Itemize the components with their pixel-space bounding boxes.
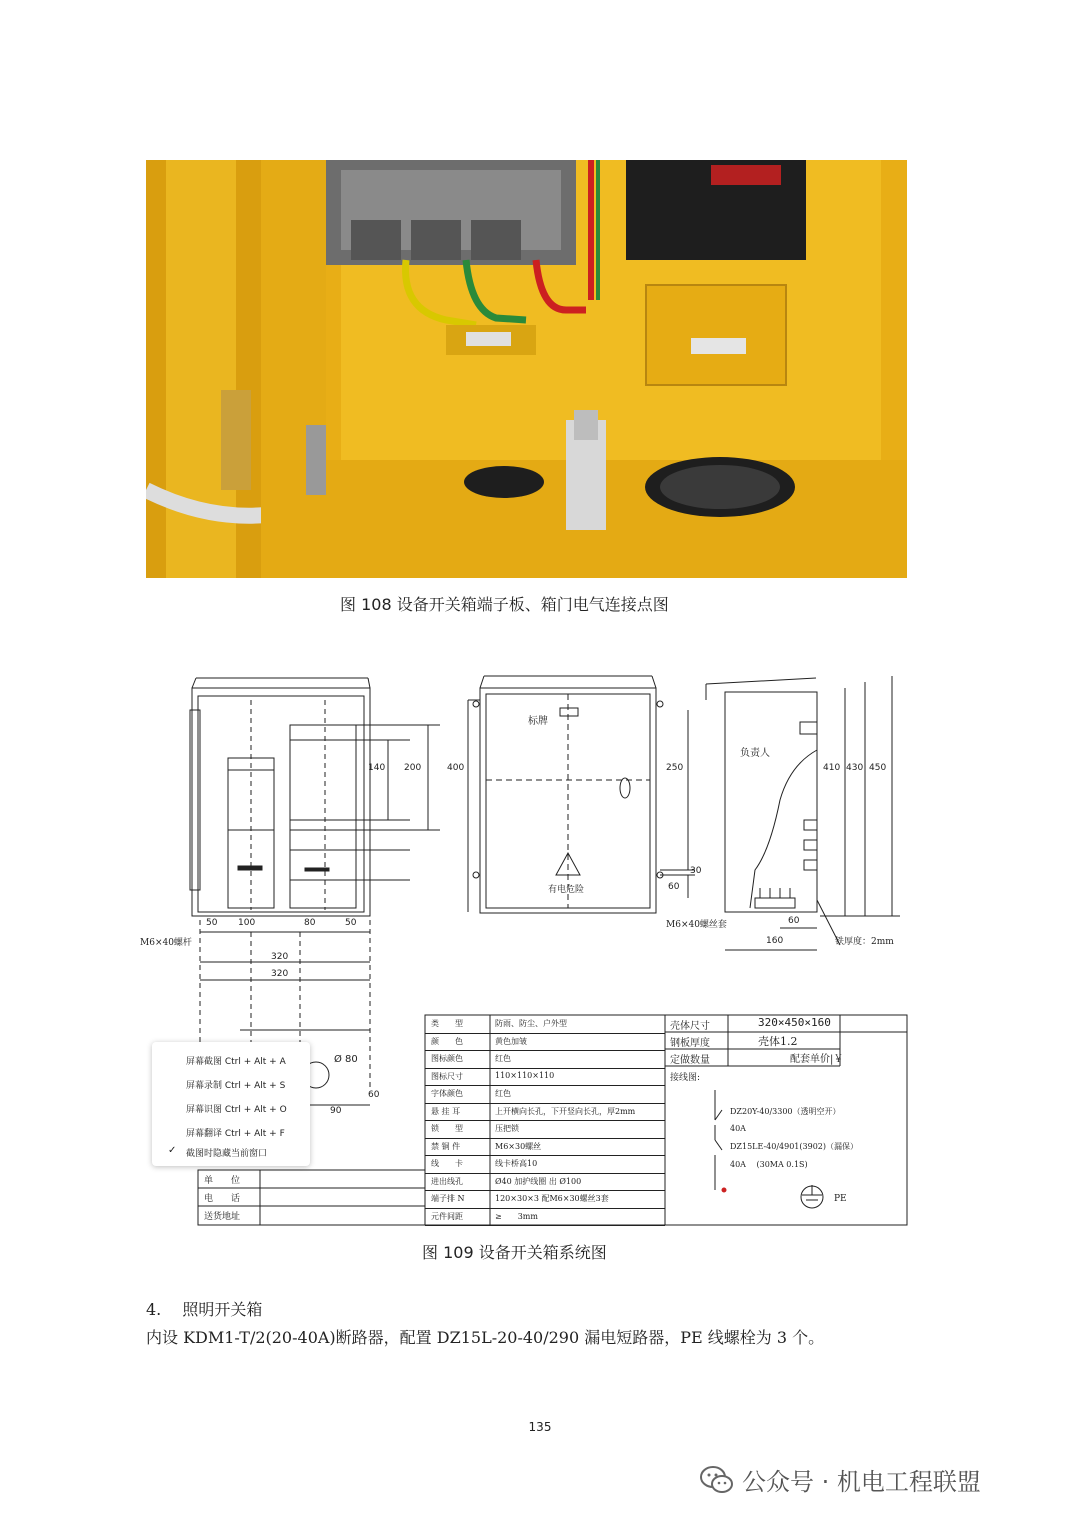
dim-50b: 50: [345, 918, 357, 928]
delivery-info-label: 单 位: [204, 1176, 241, 1186]
spec-label: 线 卡: [431, 1159, 463, 1168]
spec-table-row: [425, 1068, 665, 1087]
dim-200: 200: [404, 763, 422, 773]
wechat-icon: [700, 1465, 734, 1495]
dim-320b: 320: [271, 969, 289, 979]
spec-label: 锁 型: [431, 1124, 463, 1133]
dim-100: 100: [238, 918, 256, 928]
spec-table-row: [425, 1015, 665, 1034]
bolt-left-label: M6×40螺杆: [140, 938, 192, 948]
shell-size-value: 320×450×160: [758, 1016, 831, 1029]
spec-label: 进出线孔: [431, 1176, 463, 1186]
spec-value: 压把锁: [495, 1124, 519, 1133]
responsible-person-label: 负责人: [740, 748, 770, 759]
dim-250: 250: [666, 763, 684, 773]
spec-label: 字体颜色: [431, 1089, 463, 1098]
delivery-info-label: 送货地址: [204, 1212, 241, 1222]
spec-label: 颜 色: [431, 1036, 463, 1046]
dim-60a: 60: [668, 882, 680, 892]
figure-108-caption: 图 108 设备开关箱端子板、箱门电气连接点图: [340, 595, 669, 614]
menu-item-screenshot[interactable]: 屏幕截图 Ctrl + Alt + A: [186, 1057, 286, 1067]
dim-60b: 60: [788, 916, 800, 926]
watermark-text: 公众号 · 机电工程联盟: [742, 1468, 981, 1496]
check-icon: ✓: [168, 1145, 177, 1156]
spec-table-row: [425, 1190, 665, 1209]
spec-table-row: [425, 1085, 665, 1104]
spec-value: Ø40 加护线圈 出 Ø100: [495, 1176, 582, 1186]
spec-label: 元件间距: [431, 1211, 463, 1221]
dim-410: 410: [823, 763, 841, 773]
spec-table-row: [425, 1155, 665, 1174]
nameplate-label: 标牌: [528, 716, 548, 727]
dim-80: 80: [304, 918, 316, 928]
bolt-right-label: M6×40螺丝套: [666, 920, 727, 930]
order-qty-label: 定做数量: [670, 1055, 710, 1066]
dim-430: 430: [846, 763, 864, 773]
screenshot-context-menu: [152, 1042, 310, 1166]
spec-value: 线卡桥高10: [495, 1159, 538, 1168]
spec-value: 红色: [495, 1089, 511, 1098]
dim-140: 140: [368, 763, 386, 773]
spec-label: 禁 铜 件: [431, 1141, 461, 1151]
unit-price-label: 配套单价|￥: [790, 1054, 844, 1065]
steel-thickness-value: 壳体1.2: [758, 1035, 798, 1048]
delivery-info-label: 电 话: [204, 1194, 241, 1204]
spec-label: 悬 挂 耳: [431, 1106, 461, 1116]
section-body: 内设 KDM1-T/2(20-40A)断路器，配置 DZ15L-20-40/290 漏电短路器，PE 线螺栓为 3 个。: [146, 1328, 825, 1347]
menu-item-screen-recognize[interactable]: 屏幕识图 Ctrl + Alt + O: [186, 1105, 287, 1115]
wiring-line-3: DZ15LE-40/4901(3902)（漏保）: [730, 1142, 858, 1151]
wiring-title: 接线图:: [670, 1073, 701, 1083]
shell-size-label: 壳体尺寸: [670, 1021, 710, 1032]
menu-item-screen-translate[interactable]: 屏幕翻译 Ctrl + Alt + F: [186, 1129, 285, 1139]
spec-table-row: [425, 1033, 665, 1052]
page-number: 135: [528, 1420, 552, 1434]
dim-30: 30: [690, 866, 702, 876]
dim-160: 160: [766, 936, 784, 946]
spec-value: 上开横向长孔，下开竖向长孔，厚2mm: [495, 1106, 636, 1116]
switch-box-photo: [146, 160, 907, 578]
dim-90: 90: [330, 1106, 342, 1116]
dim-320a: 320: [271, 952, 289, 962]
spec-label: 图标颜色: [431, 1054, 463, 1063]
spec-value: M6×30螺丝: [495, 1141, 542, 1151]
dim-60c: 60: [368, 1090, 380, 1100]
spec-label: 端子排 N: [431, 1194, 465, 1203]
pe-label: PE: [834, 1194, 847, 1204]
dim-400: 400: [447, 763, 465, 773]
spec-label: 类 型: [431, 1019, 463, 1028]
figure-109-caption: 图 109 设备开关箱系统图: [422, 1243, 607, 1262]
section-heading: 4. 照明开关箱: [146, 1300, 263, 1319]
iron-thickness-label: 铁厚度：2mm: [835, 937, 894, 947]
dim-50a: 50: [206, 918, 218, 928]
spec-table-row: [425, 1050, 665, 1069]
spec-table-row: [425, 1208, 665, 1227]
spec-value: ≥ 3mm: [495, 1211, 538, 1221]
danger-label: 有电危险: [548, 885, 585, 895]
menu-item-screen-record[interactable]: 屏幕录制 Ctrl + Alt + S: [186, 1081, 286, 1091]
spec-table-row: [425, 1103, 665, 1122]
wiring-line-1: DZ20Y-40/3300（透明空开）: [730, 1107, 841, 1116]
wiring-line-4: 40A (30MA 0.1S): [730, 1160, 808, 1169]
spec-value: 120×30×3 配M6×30螺丝3套: [495, 1194, 609, 1203]
menu-item-hide-window[interactable]: 截图时隐藏当前窗口: [186, 1149, 268, 1159]
wiring-line-2: 40A: [730, 1124, 746, 1133]
dim-450: 450: [869, 763, 887, 773]
dim-phi80: Ø 80: [334, 1054, 358, 1065]
spec-value: 110×110×110: [495, 1070, 555, 1080]
spec-value: 红色: [495, 1054, 511, 1063]
watermark: [700, 1462, 981, 1497]
steel-thickness-label: 钢板厚度: [670, 1038, 710, 1049]
spec-value: 黄色加皱: [495, 1036, 527, 1046]
spec-table-row: [425, 1138, 665, 1157]
spec-table-row: [425, 1120, 665, 1139]
spec-value: 防雨、防尘、户外型: [495, 1019, 567, 1028]
spec-label: 图标尺寸: [431, 1071, 463, 1081]
spec-table-row: [425, 1173, 665, 1192]
